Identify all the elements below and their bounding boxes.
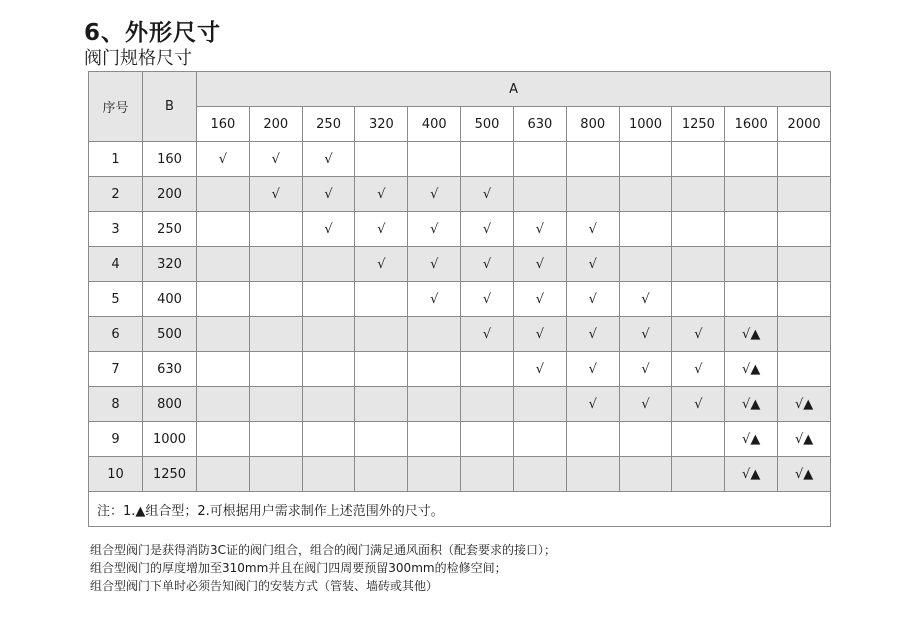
availability-cell: √▲ [725,387,778,422]
availability-cell: √ [566,352,619,387]
availability-cell [566,142,619,177]
availability-cell: √ [355,247,408,282]
availability-cell: √ [249,142,302,177]
availability-cell [197,422,250,457]
availability-cell [249,212,302,247]
table-footnote: 注：1.▲组合型；2.可根据用户需求制作上述范围外的尺寸。 [89,492,831,527]
availability-cell: √ [355,177,408,212]
availability-cell: √ [513,212,566,247]
availability-cell: √▲ [725,457,778,492]
availability-cell [249,422,302,457]
availability-cell [197,387,250,422]
availability-cell [197,282,250,317]
row-b-size: 200 [143,177,197,212]
row-index: 9 [89,422,143,457]
availability-cell [355,422,408,457]
availability-cell [461,352,514,387]
availability-cell [302,352,355,387]
availability-cell: √ [408,282,461,317]
availability-cell: √ [197,142,250,177]
availability-cell [778,212,831,247]
availability-cell [249,352,302,387]
table-row [89,387,831,422]
availability-cell: √ [566,282,619,317]
page-title: 6、外形尺寸 [84,20,222,46]
availability-cell: √ [461,212,514,247]
row-b-size: 320 [143,247,197,282]
availability-cell [513,387,566,422]
header-a-size: 250 [302,107,355,142]
availability-cell: √ [355,212,408,247]
table-row [89,317,831,352]
notes-block [90,541,556,595]
availability-cell [355,282,408,317]
page-subtitle: 阀门规格尺寸 [84,48,192,69]
availability-cell: √ [461,317,514,352]
availability-cell [619,142,672,177]
row-index: 7 [89,352,143,387]
availability-cell: √ [566,247,619,282]
availability-cell: √ [302,142,355,177]
availability-cell: √ [249,177,302,212]
availability-cell [725,177,778,212]
availability-cell: √ [513,352,566,387]
availability-cell [408,352,461,387]
availability-cell: √ [619,352,672,387]
header-a-size: 500 [461,107,514,142]
availability-cell [566,422,619,457]
availability-cell: √ [408,212,461,247]
availability-cell: √▲ [778,387,831,422]
availability-cell [249,457,302,492]
availability-cell [197,177,250,212]
availability-cell [672,282,725,317]
row-b-size: 1250 [143,457,197,492]
availability-cell [513,142,566,177]
availability-cell [302,317,355,352]
availability-cell: √ [619,387,672,422]
availability-cell [619,422,672,457]
availability-cell [513,422,566,457]
availability-cell [672,142,725,177]
table-row [89,422,831,457]
availability-cell [778,247,831,282]
availability-cell: √ [672,317,725,352]
availability-cell [461,422,514,457]
availability-cell [672,177,725,212]
note-line: 组合型阀门的厚度增加至310mm并且在阀门四周要预留300mm的检修空间； [90,561,507,575]
row-index: 3 [89,212,143,247]
row-b-size: 630 [143,352,197,387]
availability-cell [566,177,619,212]
availability-cell: √ [408,247,461,282]
availability-cell [672,457,725,492]
availability-cell: √▲ [778,422,831,457]
availability-cell: √ [566,317,619,352]
header-index: 序号 [89,72,143,142]
row-b-size: 160 [143,142,197,177]
availability-cell [725,247,778,282]
header-a-size: 1000 [619,107,672,142]
availability-cell [778,177,831,212]
header-a-size: 800 [566,107,619,142]
availability-cell [355,317,408,352]
row-index: 6 [89,317,143,352]
availability-cell [249,282,302,317]
availability-cell [302,247,355,282]
availability-cell: √ [566,212,619,247]
availability-cell: √ [408,177,461,212]
availability-cell [725,282,778,317]
availability-cell [619,247,672,282]
availability-cell [197,457,250,492]
row-index: 1 [89,142,143,177]
header-b: B [143,72,197,142]
availability-cell [566,457,619,492]
availability-cell [302,282,355,317]
availability-cell [619,177,672,212]
table-row [89,177,831,212]
availability-cell [197,352,250,387]
availability-cell: √▲ [725,352,778,387]
availability-cell [778,352,831,387]
availability-cell [302,387,355,422]
availability-cell [619,212,672,247]
row-b-size: 400 [143,282,197,317]
availability-cell: √ [461,177,514,212]
availability-cell [197,212,250,247]
row-b-size: 500 [143,317,197,352]
availability-cell [355,142,408,177]
availability-cell: √▲ [725,317,778,352]
availability-cell [408,387,461,422]
row-index: 8 [89,387,143,422]
header-a-size: 200 [249,107,302,142]
availability-cell [302,422,355,457]
header-a-size: 2000 [778,107,831,142]
header-a-size: 1600 [725,107,778,142]
row-b-size: 800 [143,387,197,422]
availability-cell [355,387,408,422]
header-a-size: 630 [513,107,566,142]
availability-cell [778,317,831,352]
footnote-row [89,492,831,527]
availability-cell: √ [566,387,619,422]
availability-cell: √ [513,282,566,317]
availability-cell [197,247,250,282]
availability-cell [672,212,725,247]
availability-cell [197,317,250,352]
row-index: 5 [89,282,143,317]
table-row [89,352,831,387]
availability-cell [672,247,725,282]
row-b-size: 250 [143,212,197,247]
table-row [89,457,831,492]
availability-cell: √ [461,282,514,317]
availability-cell: √▲ [778,457,831,492]
availability-cell [461,142,514,177]
availability-cell: √ [672,387,725,422]
availability-cell [355,352,408,387]
header-a-size: 400 [408,107,461,142]
availability-cell [408,142,461,177]
availability-cell [461,457,514,492]
availability-cell [249,387,302,422]
availability-cell: √ [619,317,672,352]
availability-cell [778,282,831,317]
header-a-size: 320 [355,107,408,142]
availability-cell [249,247,302,282]
table-row [89,142,831,177]
availability-cell: √▲ [725,422,778,457]
availability-cell: √ [513,317,566,352]
availability-cell [408,422,461,457]
row-b-size: 1000 [143,422,197,457]
availability-cell: √ [619,282,672,317]
availability-cell: √ [302,177,355,212]
header-a-size: 160 [197,107,250,142]
availability-cell [249,317,302,352]
table-row [89,282,831,317]
table-row [89,212,831,247]
note-line: 组合型阀门是获得消防3C证的阀门组合，组合的阀门满足通风面积（配套要求的接口）； [90,543,557,557]
row-index: 4 [89,247,143,282]
row-index: 10 [89,457,143,492]
availability-cell [461,387,514,422]
availability-cell: √ [672,352,725,387]
header-a-size: 1250 [672,107,725,142]
availability-cell [513,177,566,212]
table-row [89,247,831,282]
availability-cell [672,422,725,457]
availability-cell: √ [302,212,355,247]
availability-cell [778,142,831,177]
availability-cell [355,457,408,492]
availability-cell [408,457,461,492]
availability-cell: √ [461,247,514,282]
availability-cell [408,317,461,352]
availability-cell [725,142,778,177]
availability-cell: √ [513,247,566,282]
availability-cell [725,212,778,247]
availability-cell [302,457,355,492]
availability-cell [619,457,672,492]
header-a: A [197,72,831,107]
availability-cell [513,457,566,492]
note-line: 组合型阀门下单时必须告知阀门的安装方式（管装、墙砖或其他） [90,579,439,593]
row-index: 2 [89,177,143,212]
valve-size-table [88,71,831,527]
